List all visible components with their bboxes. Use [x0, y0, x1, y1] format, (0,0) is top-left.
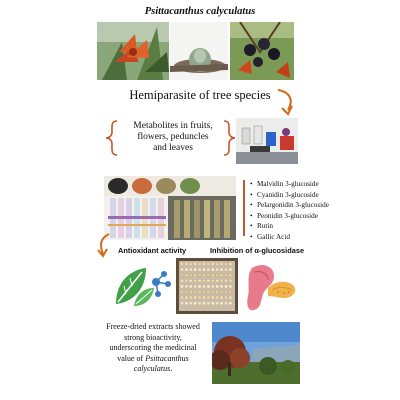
hemiparasite-label: Hemiparasite of tree species — [129, 88, 271, 102]
microplate-well — [189, 301, 193, 305]
figure-title: Psittacanthus calyculatus — [144, 6, 256, 17]
microplate-well — [189, 268, 193, 272]
microplate-well — [220, 301, 224, 305]
microplate-well — [185, 268, 189, 272]
microplate-well — [193, 268, 197, 272]
microplate-well — [198, 279, 202, 283]
conclusion-line-1: Freeze-dried extracts showed — [106, 322, 200, 331]
microplate-well — [215, 285, 219, 289]
conclusion-line-5-suffix: . — [170, 364, 173, 373]
microplate-well — [198, 262, 202, 266]
metabolites-line-1: Metabolites in fruits, — [133, 121, 213, 131]
microplate-well — [211, 262, 215, 266]
microplate-well — [229, 285, 233, 289]
microplate-well — [220, 296, 224, 300]
microplate-well — [193, 296, 197, 300]
metabolites-line-2: flowers, peduncles — [137, 132, 209, 142]
compound-gallic-acid: • Gallic Acid — [250, 232, 329, 243]
microplate-well — [180, 296, 184, 300]
microplate-well — [220, 268, 224, 272]
compound-peonidin: • Peonidin 3-glucoside — [250, 211, 329, 222]
microplate-well — [229, 268, 233, 272]
tlc-chromatography-photo — [104, 176, 236, 240]
microplate-well — [185, 301, 189, 305]
berries-photo — [230, 22, 294, 80]
microplate-well — [202, 296, 206, 300]
microplate-well — [229, 296, 233, 300]
microplate-well — [180, 279, 184, 283]
microplate-well — [185, 296, 189, 300]
microplate-well — [211, 290, 215, 294]
microplate-well — [211, 279, 215, 283]
microplate-well — [207, 273, 211, 277]
microplate-well — [207, 301, 211, 305]
microplate-well — [193, 273, 197, 277]
microplate-well — [224, 296, 228, 300]
microplate-well — [189, 262, 193, 266]
microplate-well — [202, 262, 206, 266]
microplate-well — [211, 268, 215, 272]
fruit-photo — [170, 22, 228, 80]
microplate-well — [215, 273, 219, 277]
leaf-antioxidant-icon — [112, 262, 172, 308]
microplate-well — [180, 301, 184, 305]
microplate-well — [189, 290, 193, 294]
conclusion-line-4 — [98, 354, 208, 365]
brace-left — [105, 120, 119, 156]
compound-malvidin: • Malvidin 3-glucoside — [250, 179, 329, 190]
conclusion-species: calyculatus — [133, 364, 171, 373]
microplate-well — [224, 268, 228, 272]
microplate-well — [202, 301, 206, 305]
microplate-well — [185, 279, 189, 283]
microplate-well — [180, 273, 184, 277]
microplate-well — [229, 279, 233, 283]
microplate-well — [189, 296, 193, 300]
microplate-well — [220, 262, 224, 266]
compound-list-bar — [243, 180, 245, 236]
microplate-well — [193, 285, 197, 289]
microplate-well — [185, 285, 189, 289]
conclusion-genus: Psittacanthus — [145, 353, 189, 363]
microplate-well — [198, 268, 202, 272]
microplate-well — [207, 296, 211, 300]
metabolites-label — [118, 121, 228, 154]
microplate-well — [198, 296, 202, 300]
metabolites-line-3: and leaves — [153, 143, 193, 153]
flowers-photo — [97, 22, 169, 80]
microplate-well — [189, 285, 193, 289]
lab-extraction-photo — [236, 118, 298, 164]
microplate-well — [207, 290, 211, 294]
microplate-well — [211, 273, 215, 277]
microplate-well — [229, 262, 233, 266]
microplate-well — [220, 285, 224, 289]
microplate-well — [224, 285, 228, 289]
microplate-well — [185, 262, 189, 266]
microplate-well — [193, 301, 197, 305]
microplate-well — [224, 262, 228, 266]
compound-pelargonidin: • Pelargonidin 3-glucoside — [250, 200, 329, 211]
microplate-well — [215, 301, 219, 305]
microplate-well — [224, 301, 228, 305]
conclusion-line-5 — [98, 364, 208, 375]
microplate-well — [202, 285, 206, 289]
glucosidase-label: Inhibition of α-glucosidase — [210, 246, 305, 255]
arrow-hemiparasite-to-lab — [270, 80, 310, 120]
microplate-well — [229, 301, 233, 305]
conclusion-text — [98, 322, 208, 375]
microplate-well — [215, 268, 219, 272]
microplate-well — [207, 285, 211, 289]
microplate-well — [202, 279, 206, 283]
microplate-well — [185, 290, 189, 294]
microplate-well — [198, 285, 202, 289]
microplate-well — [215, 296, 219, 300]
microplate-well — [215, 262, 219, 266]
pancreas-icon — [244, 262, 298, 314]
brace-right — [222, 120, 236, 156]
microplate-well — [193, 290, 197, 294]
microplate-well — [215, 279, 219, 283]
conclusion-line-3: underscoring the medicinal — [109, 343, 197, 352]
conclusion-line-2: strong bioactivity, — [124, 332, 182, 342]
microplate-well — [185, 273, 189, 277]
microplate-well — [180, 268, 184, 272]
microplate-well — [224, 279, 228, 283]
microplate-well — [207, 262, 211, 266]
microplate-well — [215, 290, 219, 294]
microplate-well — [198, 301, 202, 305]
microplate-well — [189, 279, 193, 283]
microplate-well — [202, 273, 206, 277]
microplate-well — [224, 273, 228, 277]
microplate-well — [220, 290, 224, 294]
microplate-well — [211, 296, 215, 300]
microplate-well — [207, 268, 211, 272]
microplate-well — [202, 268, 206, 272]
compound-cyanidin: • Cyanidin 3-glucoside — [250, 190, 329, 201]
microplate-well — [180, 290, 184, 294]
microplate-well — [207, 279, 211, 283]
microplate-well — [211, 285, 215, 289]
microplate-well — [180, 285, 184, 289]
antioxidant-label: Antioxidant activity — [118, 246, 187, 255]
arrow-tlc-to-assays — [95, 232, 117, 260]
microplate-well — [198, 273, 202, 277]
landscape-trees-photo — [212, 322, 300, 384]
compound-list — [250, 179, 329, 242]
microplate-photo — [176, 258, 238, 314]
microplate-well — [193, 262, 197, 266]
microplate-well — [220, 273, 224, 277]
microplate-well — [224, 290, 228, 294]
microplate-well — [180, 262, 184, 266]
conclusion-line-4-prefix: value of — [117, 353, 146, 363]
microplate-well — [198, 290, 202, 294]
microplate-well — [202, 290, 206, 294]
microplate-well — [193, 279, 197, 283]
microplate-well — [229, 290, 233, 294]
microplate-well — [189, 273, 193, 277]
compound-rutin: • Rutin — [250, 221, 329, 232]
microplate-well — [211, 301, 215, 305]
microplate-well — [220, 279, 224, 283]
microplate-well — [229, 273, 233, 277]
